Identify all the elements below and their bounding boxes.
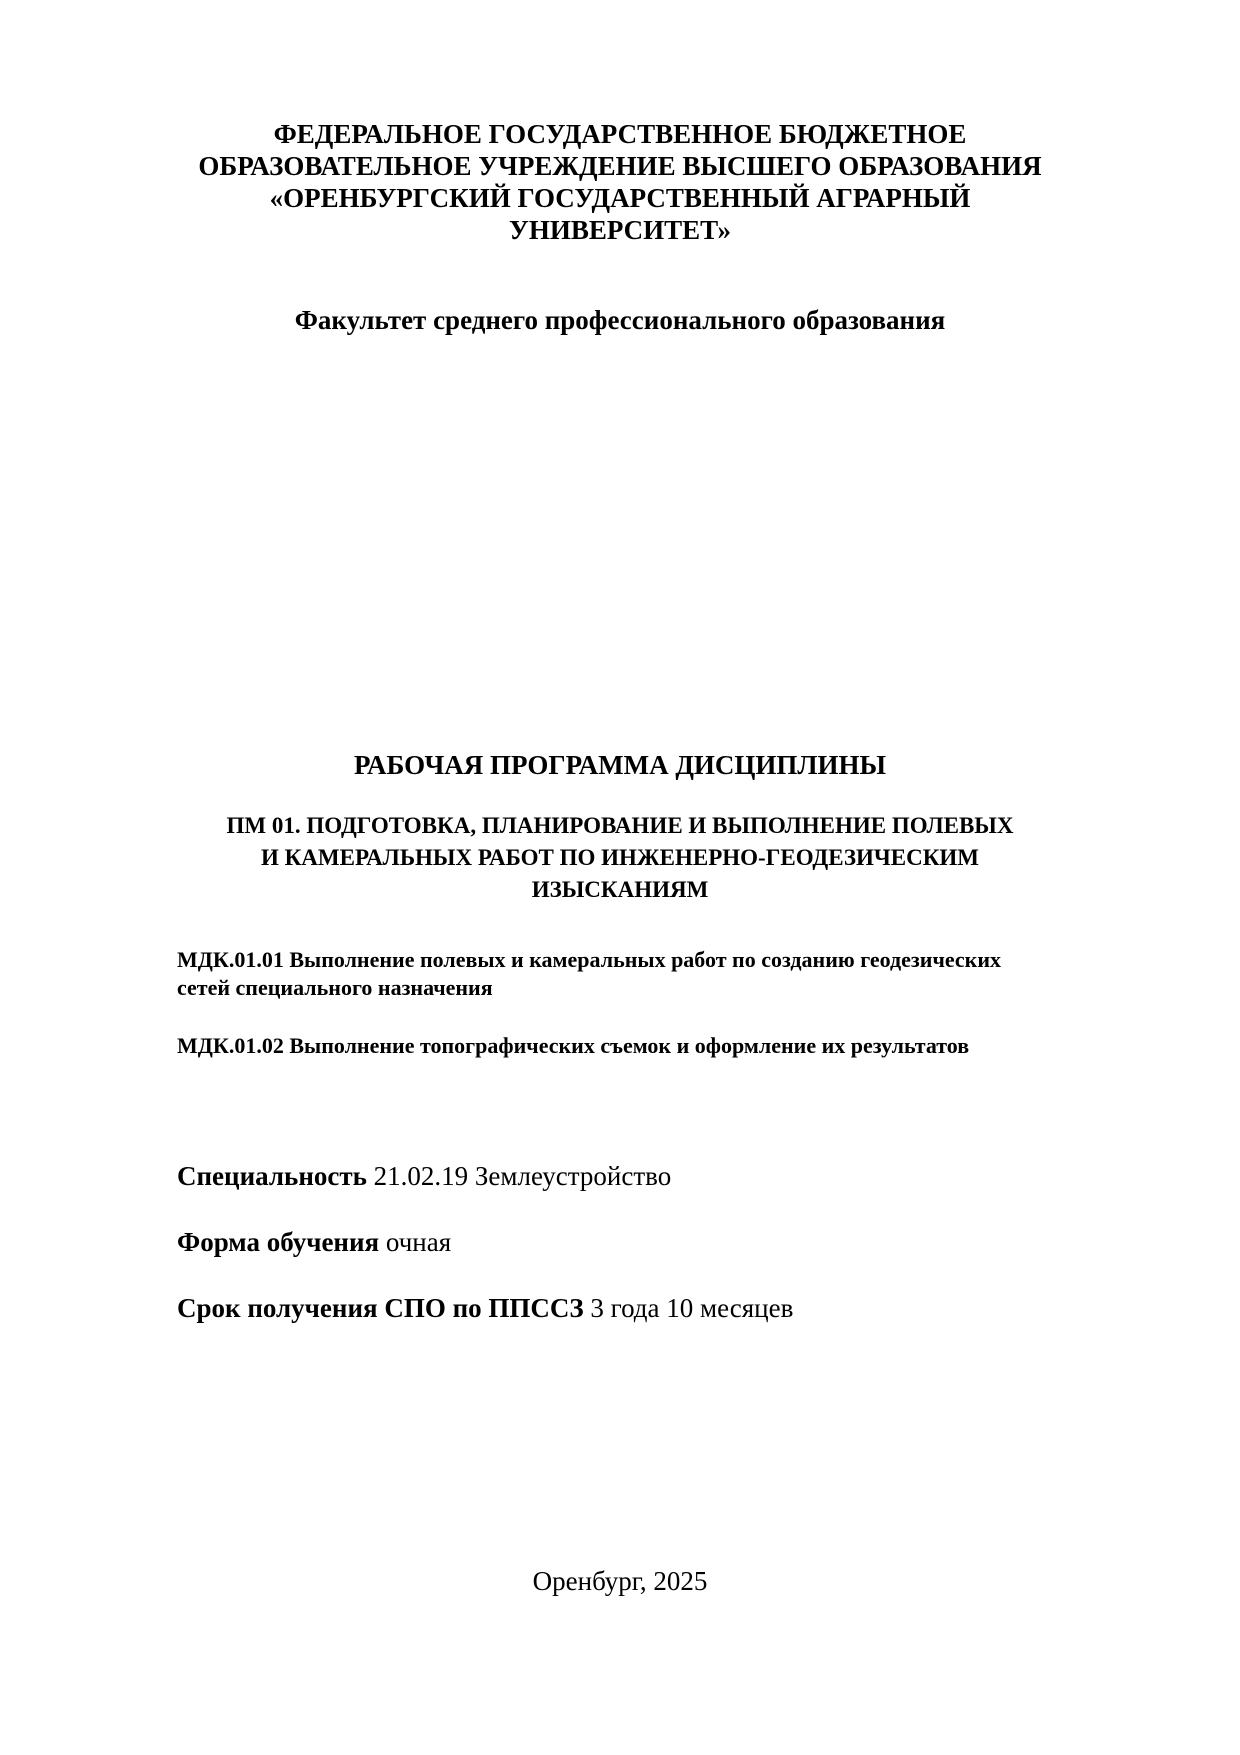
field-value: 3 года 10 месяцев — [590, 1293, 794, 1323]
module-line: И КАМЕРАЛЬНЫХ РАБОТ ПО ИНЖЕНЕРНО-ГЕОДЕЗИЧЕСКИМ — [260, 845, 980, 870]
study-duration-field — [177, 1292, 1077, 1324]
header-line: УНИВЕРСИТЕТ» — [509, 215, 731, 245]
module-title — [150, 810, 1090, 906]
mdk-line: сетей специального назначения — [177, 975, 493, 1000]
field-value: 21.02.19 Землеустройство — [373, 1161, 672, 1191]
mdk-line: МДК.01.02 Выполнение топографических съемок и оформление их результатов — [177, 1033, 970, 1058]
city-year: Оренбург, 2025 — [532, 1566, 708, 1596]
field-value: очная — [385, 1227, 452, 1257]
header-line: «ОРЕНБУРГСКИЙ ГОСУДАРСТВЕННЫЙ АГРАРНЫЙ — [269, 183, 971, 213]
specialty-field — [177, 1160, 1077, 1192]
field-label: Специальность — [177, 1161, 367, 1191]
mdk-line: МДК.01.01 Выполнение полевых и камеральных работ по созданию геодезических — [177, 947, 1002, 972]
field-label: Срок получения СПО по ППССЗ — [177, 1293, 584, 1323]
institution-header — [150, 118, 1090, 246]
mdk-item — [177, 1032, 1117, 1060]
document-title: РАБОЧАЯ ПРОГРАММА ДИСЦИПЛИНЫ — [353, 750, 887, 780]
header-line: ФЕДЕРАЛЬНОЕ ГОСУДАРСТВЕННОЕ БЮДЖЕТНОЕ — [273, 119, 967, 149]
mdk-item — [177, 946, 1117, 1002]
header-line: ОБРАЗОВАТЕЛЬНОЕ УЧРЕЖДЕНИЕ ВЫСШЕГО ОБРАЗОВАНИЯ — [198, 151, 1042, 181]
faculty-name: Факультет среднего профессионального образования — [294, 305, 946, 335]
module-line: ИЗЫСКАНИЯМ — [531, 877, 709, 902]
module-line: ПМ 01. ПОДГОТОВКА, ПЛАНИРОВАНИЕ И ВЫПОЛНЕНИЕ ПОЛЕВЫХ — [226, 813, 1014, 838]
field-label: Форма обучения — [177, 1227, 380, 1257]
study-form-field — [177, 1226, 1077, 1258]
